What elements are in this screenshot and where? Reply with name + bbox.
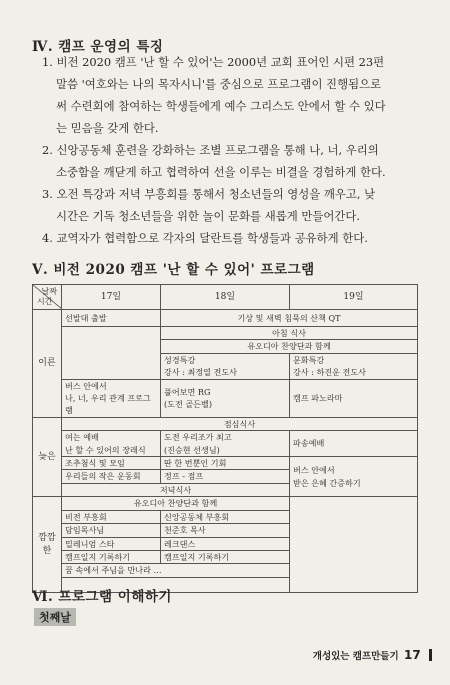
table-row	[33, 497, 418, 510]
table-cell: 기상 및 새벽 침묵의 산책 QT	[161, 310, 418, 327]
bleed-through-text	[0, 20, 450, 30]
text-line: 는 믿음을 갖게 한다.	[56, 121, 159, 135]
table-row	[33, 417, 418, 430]
table-header-row	[33, 285, 418, 310]
text-line: 1. 비전 2020 캠프 '난 할 수 있어'는 2000년 교회 표어인 시편 23편	[42, 55, 385, 69]
text-line: 말씀 '여호와는 나의 목자시니'를 중심으로 프로그램이 진행됨으로	[56, 77, 382, 91]
table-cell: 아침 식사	[161, 327, 418, 340]
table-cell: 꿈 속에서 주님을 만나라 …	[62, 564, 290, 577]
table-cell: 문화특강 강사 : 하진운 전도사	[290, 353, 418, 379]
period-morning: 이른	[33, 310, 62, 418]
table-cell: 정프 - 점프	[161, 470, 290, 483]
period-afternoon: 늦은	[33, 417, 62, 496]
text-line: 2. 신앙공동체 훈련을 강화하는 조별 프로그램을 통해 나, 너, 우리의	[42, 143, 379, 157]
table-cell: 담임목사님	[62, 524, 161, 537]
table-cell: 밀레니엄 스타	[62, 537, 161, 550]
table-cell: 캠프일지 기록하기	[161, 550, 290, 563]
text-line: 소중함을 깨닫게 하고 협력하여 선을 이루는 비결을 경험하게 한다.	[56, 165, 386, 179]
table-row	[33, 310, 418, 327]
table-cell: 천준호 목사	[161, 524, 290, 537]
corner-date-label: 날짜	[41, 287, 57, 296]
table-cell: 버스 안에서 나, 너, 우리 관계 프로그램	[62, 379, 161, 417]
feature-item-4	[34, 227, 418, 249]
table-cell: 버스 안에서 받은 은혜 간증하기	[290, 457, 418, 497]
text-line: 써 수련회에 참여하는 학생들에게 예수 그리스도 안에서 할 수 있다	[56, 99, 386, 113]
table-cell: 파송예배	[290, 431, 418, 457]
footer-bar	[429, 649, 432, 661]
table-cell: 비전 부흥회	[62, 510, 161, 523]
camp-schedule-table	[32, 284, 418, 593]
text-line: 시간은 기독 청소년들을 위한 놀이 문화를 새롭게 만들어간다.	[56, 209, 361, 223]
footer-title: 개성있는 캠프만들기	[312, 651, 399, 662]
table-cell: 레크댄스	[161, 537, 290, 550]
table-cell: 신앙공동체 부흥회	[161, 510, 290, 523]
section-heading-5: Ⅴ. 비전 2020 캠프 '난 할 수 있어' 프로그램	[32, 262, 315, 278]
text-line: 4. 교역자가 협력함으로 각자의 달란트를 학생들과 공유하게 한다.	[42, 231, 368, 245]
feature-item-1	[34, 51, 418, 139]
table-cell: 캠프 파노라마	[290, 379, 418, 417]
corner-time-label: 시간	[37, 296, 53, 306]
table-row	[33, 379, 418, 417]
table-cell: 여는 예배 난 할 수 있어의 장래식	[62, 431, 161, 457]
table-cell: 선발대 출발	[62, 310, 161, 327]
table-cell: 딴 한 번뿐인 기회	[161, 457, 290, 470]
table-cell: 캠프일지 기록하기	[62, 550, 161, 563]
section-heading-4: Ⅳ. 캠프 운영의 특징	[32, 39, 164, 55]
table-cell	[62, 327, 161, 380]
text-line: 3. 오전 특강과 저녁 부흥회를 통해서 청소년들의 영성을 깨우고, 낮	[42, 187, 376, 201]
day-header: 18일	[161, 285, 290, 310]
table-cell: 도전 우리조가 최고 (진승현 선생님)	[161, 431, 290, 457]
period-evening: 깜깜한	[33, 497, 62, 592]
table-cell: 저녁식사	[62, 483, 290, 496]
table-cell	[290, 497, 418, 592]
page-footer	[313, 648, 432, 662]
section-heading-6: Ⅵ. 프로그램 이해하기	[32, 589, 172, 605]
day-header: 19일	[290, 285, 418, 310]
table-corner-cell	[33, 285, 62, 310]
table-cell: 점심식사	[62, 417, 418, 430]
table-cell: 우리들의 작은 운동회	[62, 470, 161, 483]
table-cell: 유오디아 찬양단과 함께	[161, 340, 418, 353]
table-cell: 성경특강 강사 : 최정열 전도사	[161, 353, 290, 379]
feature-item-3	[34, 183, 418, 227]
table-row	[33, 457, 418, 470]
table-cell: 유오디아 찬양단과 함께	[62, 497, 290, 510]
table-row	[33, 327, 418, 340]
page-number: 17	[403, 648, 421, 662]
feature-item-2	[34, 139, 418, 183]
day-header: 17일	[62, 285, 161, 310]
table-cell: 조추첨식 및 모임	[62, 457, 161, 470]
table-cell: 풀어보면 RG (도전 골든벨)	[161, 379, 290, 417]
table-row	[33, 431, 418, 457]
day-one-badge: 첫째날	[34, 608, 76, 626]
